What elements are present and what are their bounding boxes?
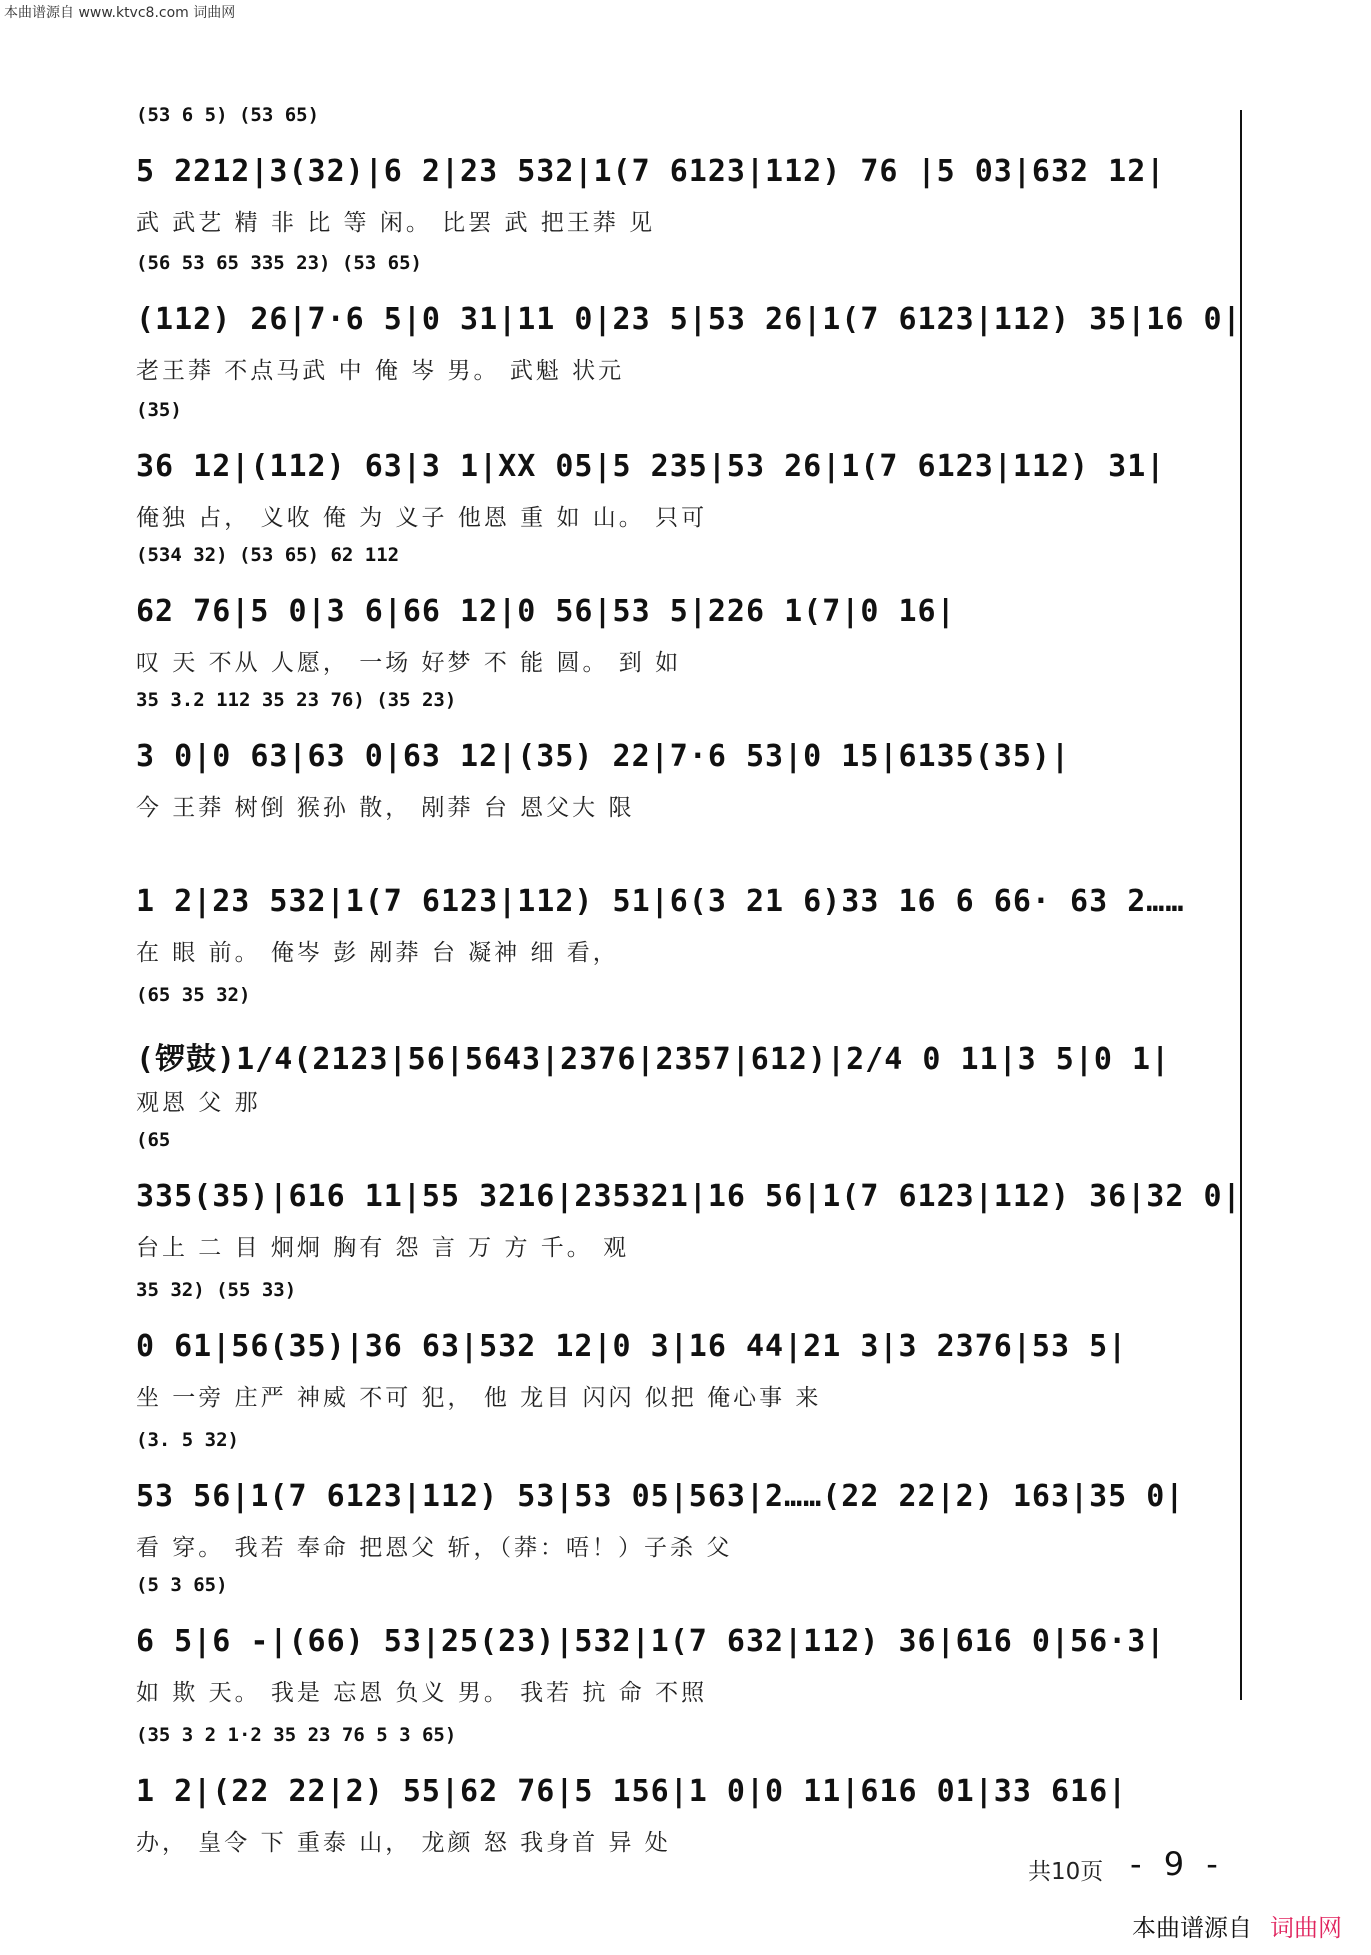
lyrics-line: 在 眼 前。 俺岑 彭 剐莽 台 凝神 细 看，: [136, 940, 619, 966]
lyrics-line: 台上 二 目 炯炯 胸有 怨 言 万 方 千。 观: [136, 1235, 630, 1261]
notation-line: 0 61|56(35)|36 63|532 12|0 3|16 44|21 3|3 2376|53 5|: [136, 1329, 1128, 1364]
score-system: [0, 1574, 1371, 1730]
ornament-notes: (65: [136, 1129, 171, 1151]
footer-brand: [1132, 1908, 1342, 1943]
ornament-notes: (5 3 65): [136, 1574, 228, 1596]
ornament-notes: 35 3.2 112 35 23 76) (35 23): [136, 689, 457, 711]
lyrics-line: 俺独 占， 义收 俺 为 义子 他恩 重 如 山。 只可: [136, 505, 708, 531]
ornament-notes: (53 6 5) (53 65): [136, 104, 320, 126]
footer-brand-black: 本曲谱源自: [1132, 1914, 1252, 1942]
score-system: [0, 689, 1371, 845]
lyrics-line: 如 欺 天。 我是 忘恩 负义 男。 我若 抗 命 不照: [136, 1680, 708, 1706]
notation-line: 5 2212|3(32)|6 2|23 532|1(7 6123|112) 76 |5 03|632 12|: [136, 154, 1166, 189]
score-system: [0, 104, 1371, 260]
score-system: [0, 850, 1371, 990]
notation-line: 53 56|1(7 6123|112) 53|53 05|563|2……(22 22|2) 163|35 0|: [136, 1479, 1185, 1514]
score-system: [0, 252, 1371, 408]
footer-brand-red: 词曲网: [1270, 1914, 1342, 1942]
score-system: [0, 1279, 1371, 1435]
score-system: [0, 984, 1371, 1140]
score-system: [0, 1429, 1371, 1585]
notation-line: 1 2|23 532|1(7 6123|112) 51|6(3 21 6)33 16 6 66· 63 2……: [136, 884, 1185, 919]
lyrics-line: 今 王莽 树倒 猴孙 散， 剐莽 台 恩父大 限: [136, 795, 635, 821]
ornament-notes: (3. 5 32): [136, 1429, 239, 1451]
total-pages: 共10页: [1028, 1859, 1104, 1885]
lyrics-line: 坐 一旁 庄严 神威 不可 犯， 他 龙目 闪闪 似把 俺心事 来: [136, 1385, 822, 1411]
page-number: - 9 -: [1130, 1845, 1224, 1883]
ornament-notes: (56 53 65 335 23) (53 65): [136, 252, 422, 274]
ornament-notes: (35): [136, 399, 182, 421]
notation-line: 36 12|(112) 63|3 1|XX 05|5 235|53 26|1(7 6123|112) 31|: [136, 449, 1166, 484]
watermark: 本曲谱源自 www.ktvc8.com 词曲网: [4, 5, 236, 21]
notation-line: 1 2|(22 22|2) 55|62 76|5 156|1 0|0 11|616 01|33 616|: [136, 1774, 1128, 1809]
notation-line: (锣鼓)1/4(2123|56|5643|2376|2357|612)|2/4 0 11|3 5|0 1|: [136, 1042, 1171, 1077]
notation-line: 335(35)|616 11|55 3216|235321|16 56|1(7 6123|112) 36|32 0|: [136, 1179, 1242, 1214]
ornament-notes: (35 3 2 1·2 35 23 76 5 3 65): [136, 1724, 457, 1746]
lyrics-line: 观恩 父 那: [136, 1090, 261, 1116]
lyrics-line: 老王莽 不点马武 中 俺 岑 男。 武魁 状元: [136, 358, 625, 384]
ornament-notes: 35 32) (55 33): [136, 1279, 297, 1301]
score-system: [0, 1129, 1371, 1285]
notation-line: 6 5|6 -|(66) 53|25(23)|532|1(7 632|112) 36|616 0|56·3|: [136, 1624, 1166, 1659]
score-system: [0, 544, 1371, 700]
lyrics-line: 武 武艺 精 非 比 等 闲。 比罢 武 把王莽 见: [136, 210, 656, 236]
notation-line: 62 76|5 0|3 6|66 12|0 56|53 5|226 1(7|0 16|: [136, 594, 956, 629]
score-system: [0, 399, 1371, 555]
notation-line: 3 0|0 63|63 0|63 12|(35) 22|7·6 53|0 15|6135(35)|: [136, 739, 1071, 774]
lyrics-line: 叹 天 不从 人愿， 一场 好梦 不 能 圆。 到 如: [136, 650, 682, 676]
ornament-notes: (65 35 32): [136, 984, 251, 1006]
lyrics-line: 看 穿。 我若 奉命 把恩父 斩，（莽：唔！）子杀 父: [136, 1535, 733, 1561]
lyrics-line: 办， 皇令 下 重泰 山， 龙颜 怒 我身首 异 处: [136, 1830, 671, 1856]
notation-line: (112) 26|7·6 5|0 31|11 0|23 5|53 26|1(7 6123|112) 35|16 0|: [136, 302, 1242, 337]
ornament-notes: (534 32) (53 65) 62 112: [136, 544, 400, 566]
